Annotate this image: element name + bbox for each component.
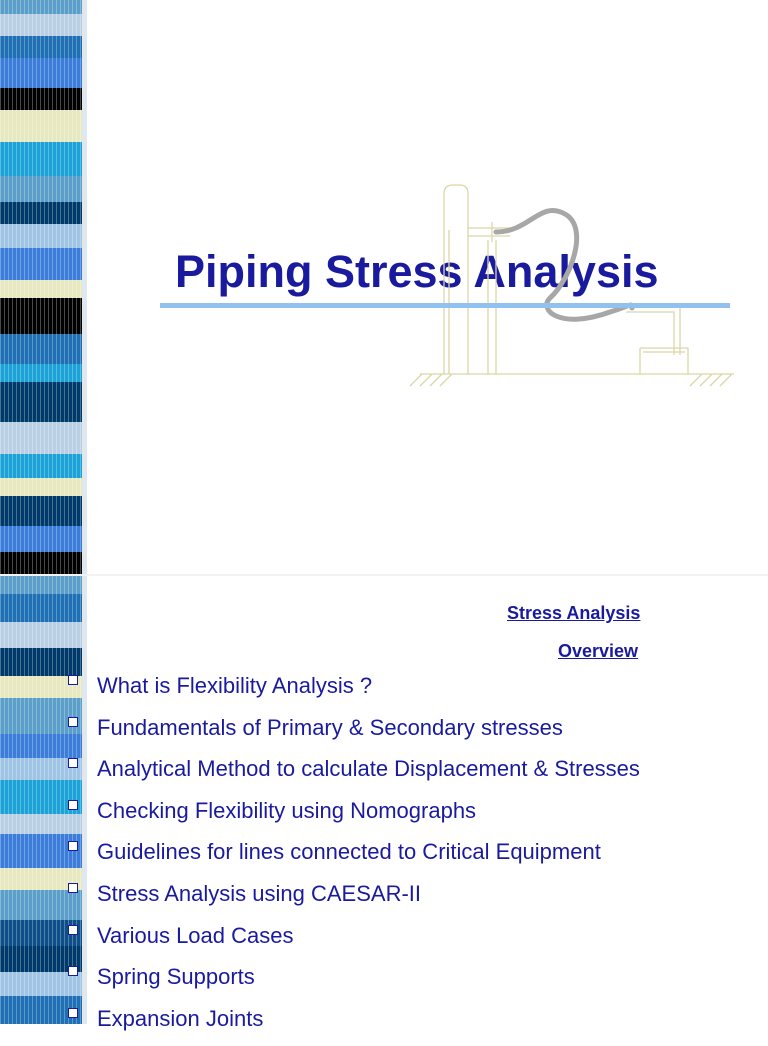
list-item-text: Expansion Joints: [97, 1005, 264, 1031]
square-bullet-icon: [68, 675, 78, 685]
slide-divider: [0, 574, 768, 576]
list-item-text: Analytical Method to calculate Displacement & Stresses: [97, 756, 640, 782]
list-item-text: What is Flexibility Analysis ?: [97, 673, 373, 698]
list-item-text: Various Load Cases: [97, 922, 294, 948]
section-subheading: Overview: [558, 641, 639, 661]
decorative-stripe-top: [0, 0, 87, 574]
square-bullet-icon: [68, 1008, 78, 1018]
list-item-text: Checking Flexibility using Nomographs: [97, 797, 477, 823]
square-bullet-icon: [68, 841, 78, 851]
list-item-text: Guidelines for lines connected to Critical Equipment: [97, 839, 601, 865]
square-bullet-icon: [68, 800, 78, 810]
stripe-texture: [0, 0, 87, 574]
square-bullet-icon: [68, 883, 78, 893]
title-underline: [160, 303, 730, 308]
square-bullet-icon: [68, 966, 78, 976]
list-item-text: Spring Supports: [97, 964, 255, 990]
list-item-text: Stress Analysis using CAESAR-II: [97, 880, 422, 906]
piping-loop-illustration: [400, 180, 740, 392]
square-bullet-icon: [68, 717, 78, 727]
section-heading: Stress Analysis: [507, 603, 641, 623]
stripe-edge: [82, 0, 87, 574]
stripe-edge: [82, 576, 87, 1024]
square-bullet-icon: [68, 925, 78, 935]
slide-title: Piping Stress Analysis: [175, 246, 659, 297]
list-item-text: Fundamentals of Primary & Secondary stresses: [97, 714, 563, 740]
square-bullet-icon: [68, 758, 78, 768]
